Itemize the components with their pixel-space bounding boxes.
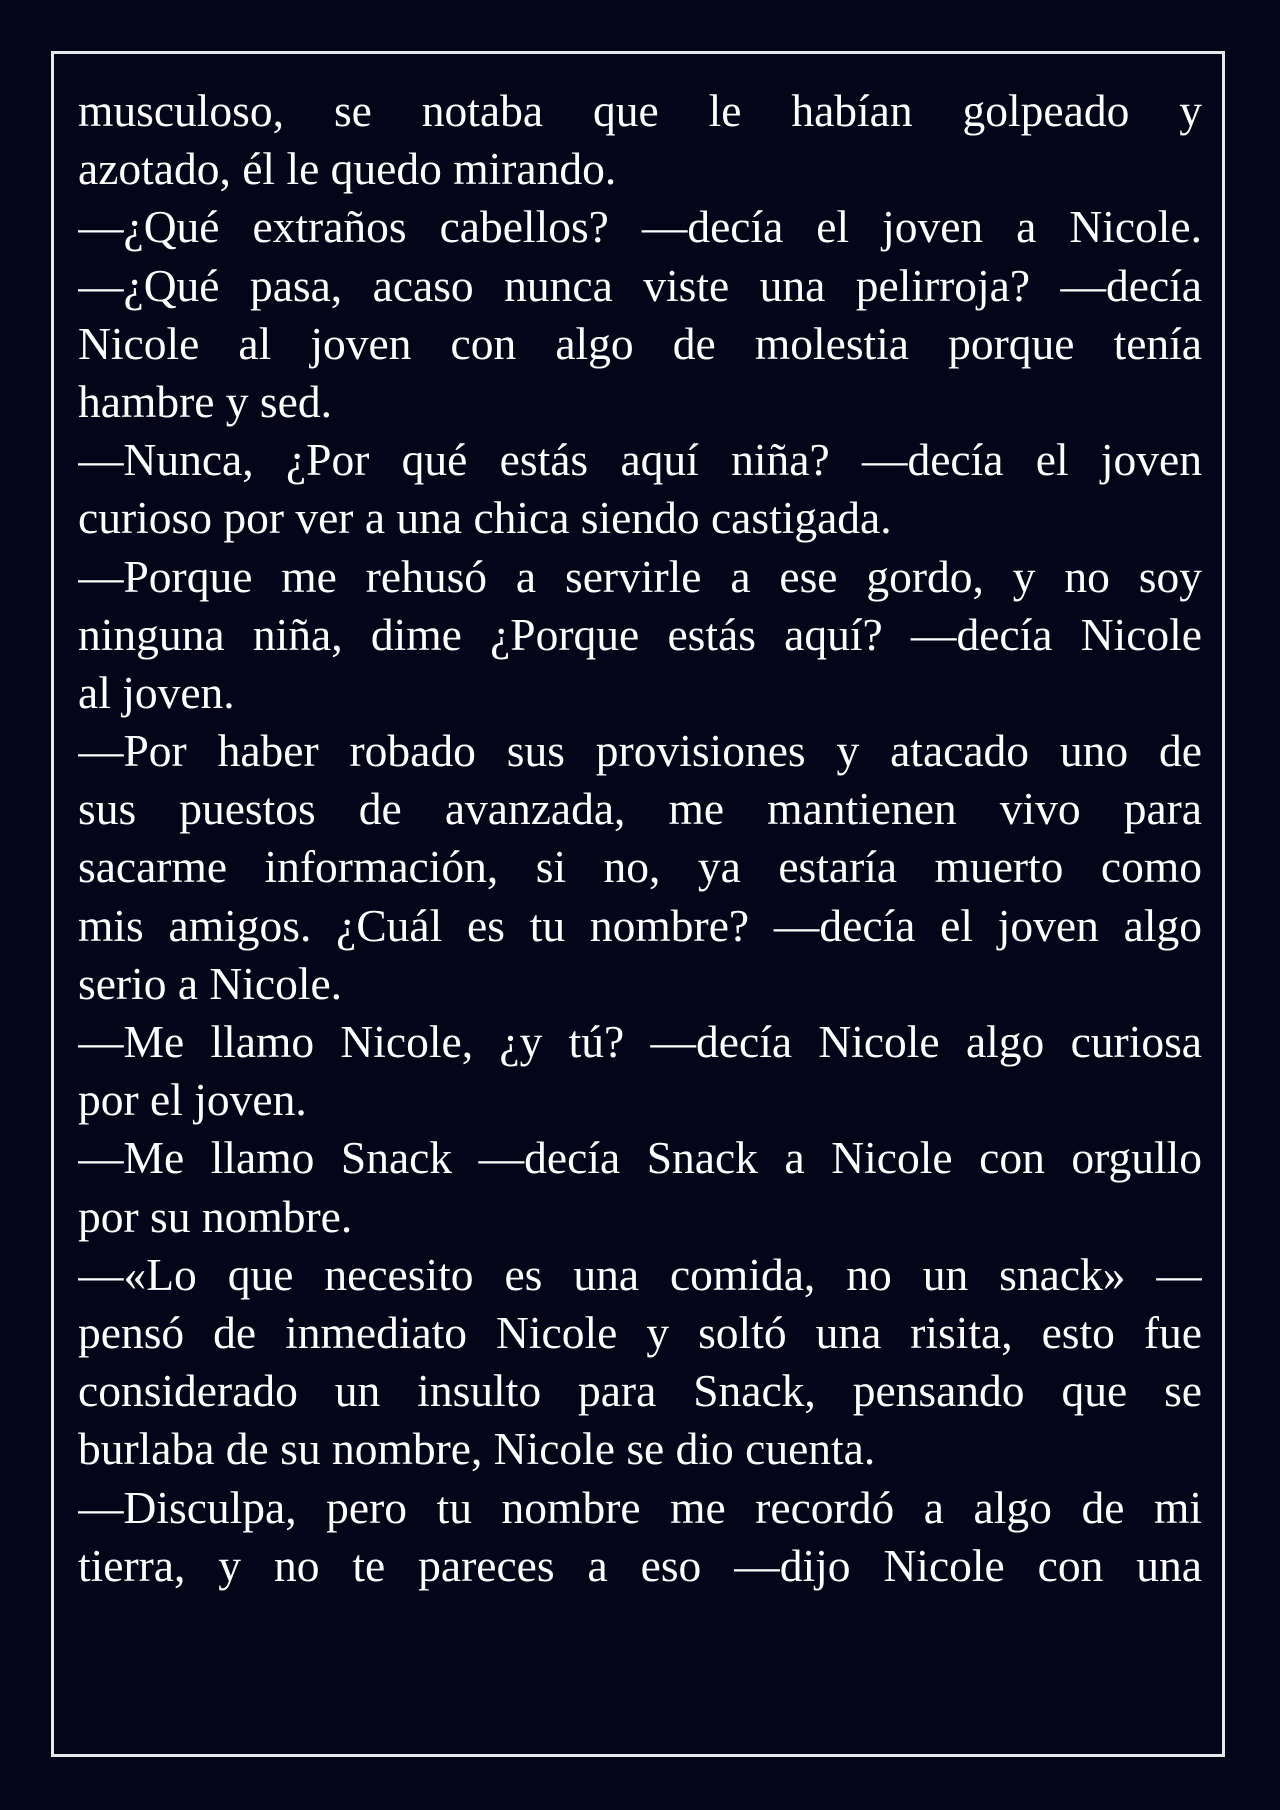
text-line: —Por haber robado sus provisiones y atacado uno de — [78, 725, 1202, 777]
text-line: mis amigos. ¿Cuál es tu nombre? —decía el joven algo — [78, 899, 1202, 951]
text-line: burlaba de su nombre, Nicole se dio cuenta. — [78, 1423, 876, 1475]
text-line: —Me llamo Nicole, ¿y tú? —decía Nicole algo curiosa — [78, 1016, 1202, 1067]
text-line: curioso por ver a una chica siendo castigada. — [78, 492, 892, 544]
text-line: —¿Qué pasa, acaso nunca viste una pelirroja? —decía — [78, 259, 1202, 311]
text-line: —Porque me rehusó a servirle a ese gordo, y no soy — [78, 550, 1202, 602]
text-line: musculoso, se notaba que le habían golpeado y — [78, 85, 1202, 136]
text-line: ninguna niña, dime ¿Porque estás aquí? —decía Nicole — [78, 608, 1202, 660]
text-line: hambre y sed. — [78, 375, 332, 427]
text-line: considerado un insulto para Snack, pensando que se — [78, 1365, 1202, 1417]
text-line: por el joven. — [78, 1074, 307, 1126]
text-line: sus puestos de avanzada, me mantienen vivo para — [78, 783, 1202, 835]
text-line: —Disculpa, pero tu nombre me recordó a algo de mi — [78, 1481, 1202, 1533]
text-line: por su nombre. — [78, 1190, 353, 1242]
text-line: Nicole al joven con algo de molestia porque tenía — [78, 317, 1202, 369]
text-line: al joven. — [78, 666, 235, 718]
text-line: pensó de inmediato Nicole y soltó una risita, esto fue — [78, 1306, 1202, 1358]
text-line: serio a Nicole. — [78, 957, 343, 1009]
text-line: —Nunca, ¿Por qué estás aquí niña? —decía el joven — [78, 434, 1202, 486]
text-line: —¿Qué extraños cabellos? —decía el joven a Nicole. — [78, 201, 1202, 253]
text-line: sacarme información, si no, ya estaría muerto como — [78, 841, 1202, 893]
text-line: tierra, y no te pareces a eso —dijo Nicole con una — [78, 1539, 1202, 1591]
text-line: —«Lo que necesito es una comida, no un snack» — — [78, 1248, 1202, 1300]
document-body — [78, 82, 1202, 1595]
text-line: —Me llamo Snack —decía Snack a Nicole con orgullo — [78, 1132, 1202, 1184]
text-line: azotado, él le quedo mirando. — [78, 143, 617, 195]
